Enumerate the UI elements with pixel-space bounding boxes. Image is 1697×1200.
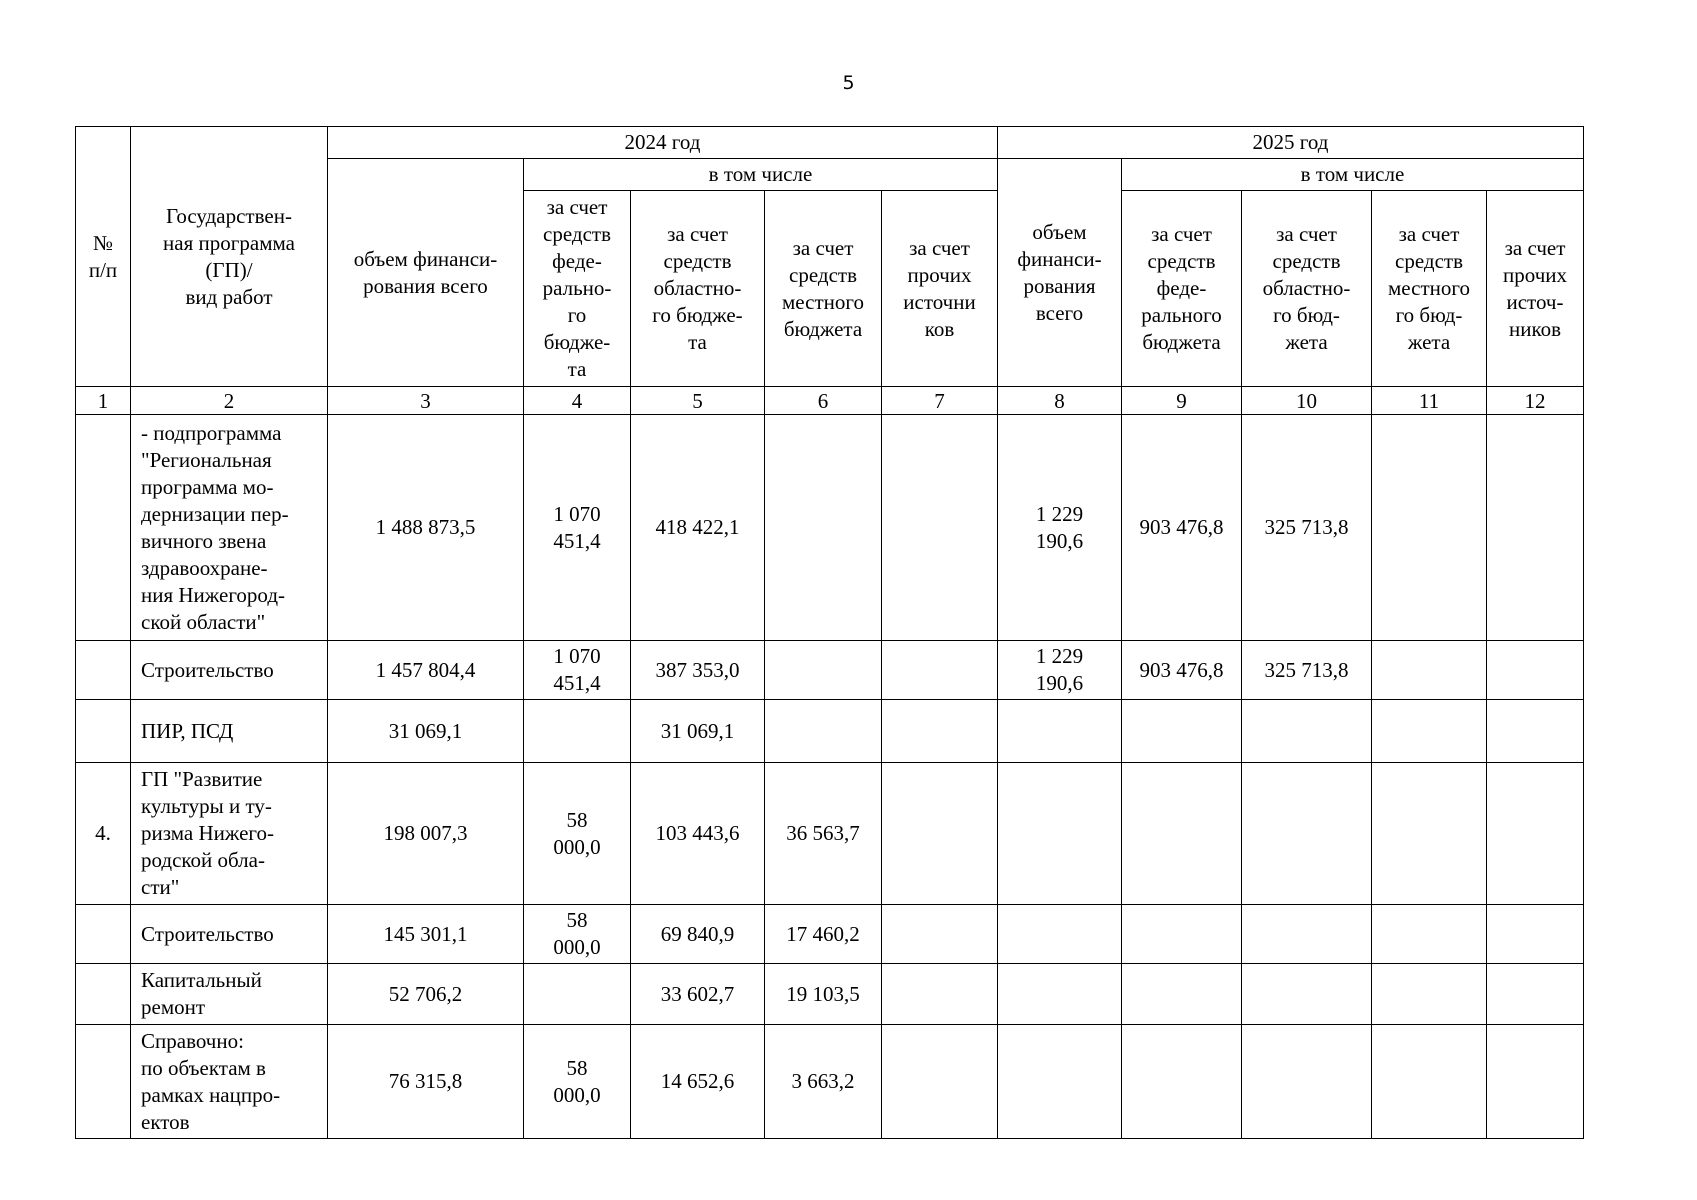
- header-2025-regional: за счет средств областно- го бюд- жета: [1242, 191, 1372, 387]
- row-name-cell: Строительство: [131, 641, 328, 700]
- value-cell: [998, 905, 1122, 964]
- value-cell: [1372, 700, 1487, 763]
- header-2025-other: за счет прочих источ- ников: [1487, 191, 1584, 387]
- value-cell: [1372, 641, 1487, 700]
- value-cell: [882, 763, 998, 905]
- value-cell: 52 706,2: [328, 964, 524, 1025]
- column-number: 9: [1122, 387, 1242, 415]
- column-number: 11: [1372, 387, 1487, 415]
- value-cell: [1487, 700, 1584, 763]
- header-year-2025: 2025 год: [998, 127, 1584, 159]
- value-cell: 58 000,0: [524, 1025, 631, 1139]
- value-cell: [882, 415, 998, 641]
- value-cell: 36 563,7: [765, 763, 882, 905]
- value-cell: 1 457 804,4: [328, 641, 524, 700]
- column-number: 10: [1242, 387, 1372, 415]
- value-cell: 103 443,6: [631, 763, 765, 905]
- value-cell: 76 315,8: [328, 1025, 524, 1139]
- table-row: [76, 641, 1584, 700]
- column-number: 5: [631, 387, 765, 415]
- value-cell: [524, 700, 631, 763]
- row-number-cell: 4.: [76, 763, 131, 905]
- value-cell: 14 652,6: [631, 1025, 765, 1139]
- value-cell: [1487, 964, 1584, 1025]
- header-program: Государствен- ная программа (ГП)/ вид работ: [131, 127, 328, 387]
- value-cell: 31 069,1: [631, 700, 765, 763]
- value-cell: 1 229 190,6: [998, 641, 1122, 700]
- value-cell: [1372, 415, 1487, 641]
- row-name-cell: - подпрограмма "Региональная программа мо- дернизации пер- вичного звена здравоохране- ния Нижегород- ской области": [131, 415, 328, 641]
- header-2024-total: объем финанси- рования всего: [328, 159, 524, 387]
- value-cell: 58 000,0: [524, 763, 631, 905]
- value-cell: 325 713,8: [1242, 415, 1372, 641]
- value-cell: 17 460,2: [765, 905, 882, 964]
- value-cell: [1487, 905, 1584, 964]
- row-number-cell: [76, 700, 131, 763]
- value-cell: [1122, 964, 1242, 1025]
- value-cell: 198 007,3: [328, 763, 524, 905]
- value-cell: 33 602,7: [631, 964, 765, 1025]
- header-2024-federal: за счет средств феде- рально- го бюдже- та: [524, 191, 631, 387]
- value-cell: [1122, 700, 1242, 763]
- value-cell: [1487, 763, 1584, 905]
- header-2025-including: в том числе: [1122, 159, 1584, 191]
- row-number-cell: [76, 905, 131, 964]
- value-cell: 31 069,1: [328, 700, 524, 763]
- value-cell: [1242, 1025, 1372, 1139]
- column-number: 1: [76, 387, 131, 415]
- header-2024-including: в том числе: [524, 159, 998, 191]
- header-2024-regional: за счет средств областно- го бюдже- та: [631, 191, 765, 387]
- value-cell: [1372, 905, 1487, 964]
- value-cell: [882, 641, 998, 700]
- page-number: 5: [842, 72, 855, 94]
- value-cell: [1242, 905, 1372, 964]
- column-number: 4: [524, 387, 631, 415]
- value-cell: 903 476,8: [1122, 641, 1242, 700]
- value-cell: 1 070 451,4: [524, 415, 631, 641]
- value-cell: 3 663,2: [765, 1025, 882, 1139]
- column-number: 2: [131, 387, 328, 415]
- budget-table: [75, 126, 1584, 1139]
- column-number: 6: [765, 387, 882, 415]
- value-cell: [1122, 1025, 1242, 1139]
- value-cell: [1487, 1025, 1584, 1139]
- row-name-cell: ПИР, ПСД: [131, 700, 328, 763]
- value-cell: 1 488 873,5: [328, 415, 524, 641]
- header-2025-total: объем финанси- рования всего: [998, 159, 1122, 387]
- column-number: 12: [1487, 387, 1584, 415]
- table-row: [76, 905, 1584, 964]
- value-cell: 418 422,1: [631, 415, 765, 641]
- row-number-cell: [76, 641, 131, 700]
- table-row: [76, 763, 1584, 905]
- value-cell: [882, 1025, 998, 1139]
- column-number: 8: [998, 387, 1122, 415]
- row-name-cell: Строительство: [131, 905, 328, 964]
- value-cell: [882, 905, 998, 964]
- column-number: 7: [882, 387, 998, 415]
- row-name-cell: Капитальный ремонт: [131, 964, 328, 1025]
- header-number: № п/п: [76, 127, 131, 387]
- table-row: [76, 700, 1584, 763]
- table-row: [76, 964, 1584, 1025]
- value-cell: 325 713,8: [1242, 641, 1372, 700]
- value-cell: [998, 700, 1122, 763]
- value-cell: 1 229 190,6: [998, 415, 1122, 641]
- value-cell: [882, 700, 998, 763]
- row-number-cell: [76, 964, 131, 1025]
- value-cell: 903 476,8: [1122, 415, 1242, 641]
- column-number: 3: [328, 387, 524, 415]
- value-cell: [998, 763, 1122, 905]
- row-name-cell: Справочно: по объектам в рамках нацпро- ектов: [131, 1025, 328, 1139]
- value-cell: [1372, 763, 1487, 905]
- value-cell: [998, 1025, 1122, 1139]
- value-cell: [1242, 700, 1372, 763]
- value-cell: [1487, 641, 1584, 700]
- table-row: [76, 415, 1584, 641]
- value-cell: 387 353,0: [631, 641, 765, 700]
- header-year-2024: 2024 год: [328, 127, 998, 159]
- value-cell: [524, 964, 631, 1025]
- header-2025-federal: за счет средств феде- рального бюджета: [1122, 191, 1242, 387]
- value-cell: [1372, 964, 1487, 1025]
- value-cell: [1242, 964, 1372, 1025]
- value-cell: [1242, 763, 1372, 905]
- row-number-cell: [76, 415, 131, 641]
- value-cell: [765, 641, 882, 700]
- value-cell: 19 103,5: [765, 964, 882, 1025]
- value-cell: [765, 415, 882, 641]
- header-2024-other: за счет прочих источни ков: [882, 191, 998, 387]
- value-cell: [1122, 763, 1242, 905]
- value-cell: [998, 964, 1122, 1025]
- value-cell: 1 070 451,4: [524, 641, 631, 700]
- value-cell: [882, 964, 998, 1025]
- table-row: [76, 1025, 1584, 1139]
- row-number-cell: [76, 1025, 131, 1139]
- value-cell: [765, 700, 882, 763]
- value-cell: [1122, 905, 1242, 964]
- value-cell: 58 000,0: [524, 905, 631, 964]
- row-name-cell: ГП "Развитие культуры и ту- ризма Нижего- родской обла- сти": [131, 763, 328, 905]
- value-cell: [1487, 415, 1584, 641]
- value-cell: 69 840,9: [631, 905, 765, 964]
- header-2025-local: за счет средств местного го бюд- жета: [1372, 191, 1487, 387]
- value-cell: 145 301,1: [328, 905, 524, 964]
- header-2024-local: за счет средств местного бюджета: [765, 191, 882, 387]
- value-cell: [1372, 1025, 1487, 1139]
